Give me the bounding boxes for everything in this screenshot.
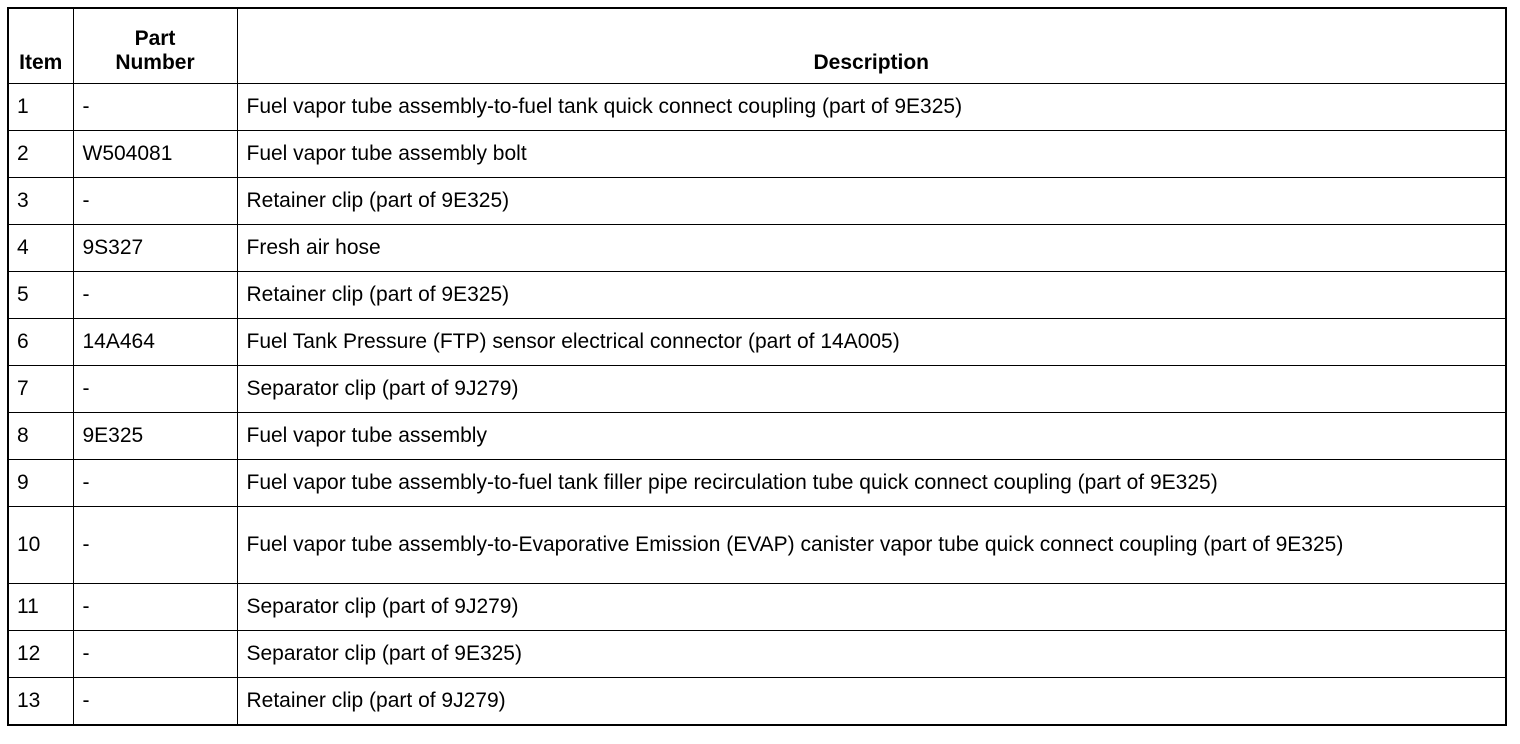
part-number-cell: - xyxy=(73,84,237,131)
table-header xyxy=(8,8,1506,84)
part-number-cell: - xyxy=(73,584,237,631)
description-cell: Fuel vapor tube assembly xyxy=(237,413,1506,460)
header-part-number xyxy=(73,8,237,84)
item-cell: 1 xyxy=(8,84,73,131)
part-number-cell: - xyxy=(73,366,237,413)
table-row xyxy=(8,272,1506,319)
table-body xyxy=(8,84,1506,726)
header-item: Item xyxy=(8,8,73,84)
table-row xyxy=(8,678,1506,726)
table-row xyxy=(8,225,1506,272)
part-number-cell: W504081 xyxy=(73,131,237,178)
item-cell: 7 xyxy=(8,366,73,413)
item-cell: 8 xyxy=(8,413,73,460)
parts-table xyxy=(7,7,1507,726)
item-cell: 5 xyxy=(8,272,73,319)
table-row xyxy=(8,413,1506,460)
description-cell: Fuel vapor tube assembly bolt xyxy=(237,131,1506,178)
description-cell: Separator clip (part of 9E325) xyxy=(237,631,1506,678)
description-cell: Separator clip (part of 9J279) xyxy=(237,366,1506,413)
table-row xyxy=(8,584,1506,631)
description-cell: Retainer clip (part of 9E325) xyxy=(237,272,1506,319)
table-row xyxy=(8,319,1506,366)
header-part-number-label: Part Number xyxy=(115,27,195,74)
item-cell: 12 xyxy=(8,631,73,678)
table-row xyxy=(8,178,1506,225)
table-row xyxy=(8,366,1506,413)
part-number-cell: - xyxy=(73,631,237,678)
table-row xyxy=(8,631,1506,678)
item-cell: 11 xyxy=(8,584,73,631)
table-row xyxy=(8,131,1506,178)
item-cell: 10 xyxy=(8,507,73,584)
description-cell: Retainer clip (part of 9E325) xyxy=(237,178,1506,225)
description-cell: Fuel vapor tube assembly-to-Evaporative Emission (EVAP) canister vapor tube quick connect coupling (part of 9E325) xyxy=(237,507,1506,584)
table-row xyxy=(8,84,1506,131)
table-row xyxy=(8,507,1506,584)
item-cell: 9 xyxy=(8,460,73,507)
description-cell: Separator clip (part of 9J279) xyxy=(237,584,1506,631)
description-cell: Fuel Tank Pressure (FTP) sensor electrical connector (part of 14A005) xyxy=(237,319,1506,366)
part-number-cell: - xyxy=(73,507,237,584)
item-cell: 2 xyxy=(8,131,73,178)
description-cell: Retainer clip (part of 9J279) xyxy=(237,678,1506,726)
header-row xyxy=(8,8,1506,84)
part-number-cell: 9E325 xyxy=(73,413,237,460)
item-cell: 4 xyxy=(8,225,73,272)
item-cell: 13 xyxy=(8,678,73,726)
description-cell: Fresh air hose xyxy=(237,225,1506,272)
header-description: Description xyxy=(237,8,1506,84)
part-number-cell: - xyxy=(73,178,237,225)
description-cell: Fuel vapor tube assembly-to-fuel tank quick connect coupling (part of 9E325) xyxy=(237,84,1506,131)
item-cell: 3 xyxy=(8,178,73,225)
part-number-cell: - xyxy=(73,678,237,726)
part-number-cell: - xyxy=(73,460,237,507)
description-cell: Fuel vapor tube assembly-to-fuel tank filler pipe recirculation tube quick connect coupling (part of 9E325) xyxy=(237,460,1506,507)
item-cell: 6 xyxy=(8,319,73,366)
part-number-cell: 9S327 xyxy=(73,225,237,272)
part-number-cell: - xyxy=(73,272,237,319)
table-row xyxy=(8,460,1506,507)
part-number-cell: 14A464 xyxy=(73,319,237,366)
